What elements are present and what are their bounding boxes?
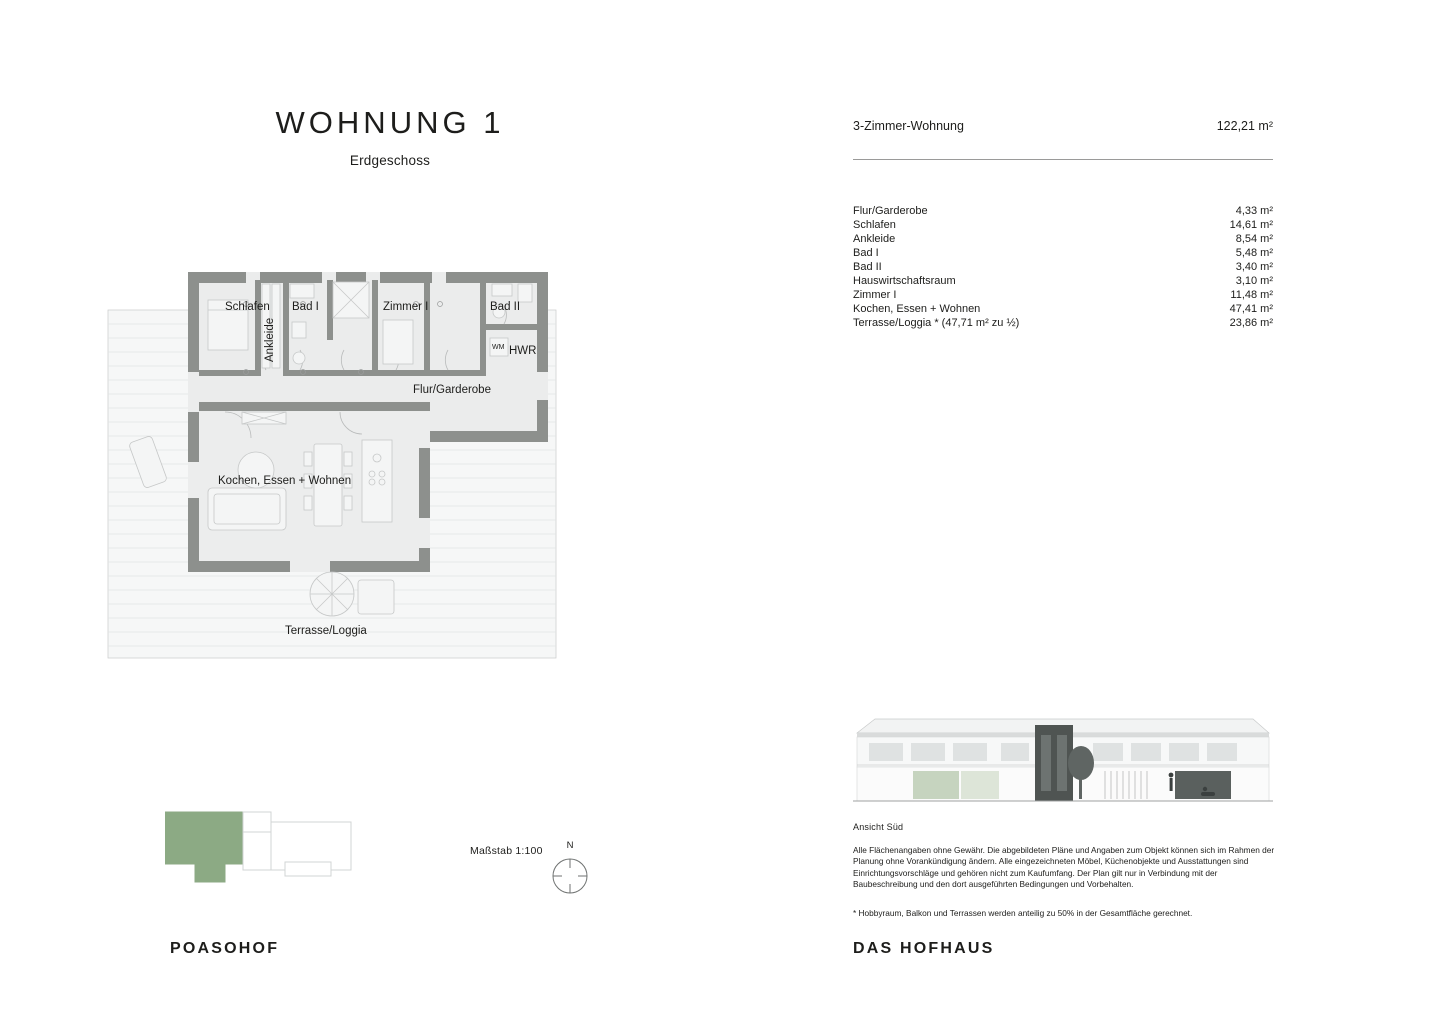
north-letter: N	[566, 840, 574, 851]
area-label: Bad II	[853, 261, 882, 273]
right-column	[853, 0, 1283, 1018]
table-row	[853, 302, 1273, 316]
elevation-caption: Ansicht Süd	[853, 822, 904, 832]
area-label: Zimmer I	[853, 289, 897, 301]
divider	[853, 159, 1273, 160]
total-area: 122,21 m²	[1216, 119, 1273, 133]
table-row	[853, 288, 1273, 302]
area-value: 47,41 m²	[1229, 303, 1273, 315]
elevation-image	[853, 705, 1273, 810]
area-label: Schlafen	[853, 219, 896, 231]
summary-row	[853, 119, 1273, 133]
project-name: POASOHOF	[170, 940, 280, 957]
area-label: Bad I	[853, 247, 879, 259]
area-label: Terrasse/Loggia * (47,71 m² zu ½)	[853, 317, 1020, 329]
table-row	[853, 316, 1273, 330]
room-label-flur: Flur/Garderobe	[413, 384, 491, 396]
table-row	[853, 260, 1273, 274]
scale-note: Maßstab 1:100	[470, 845, 543, 857]
room-label-ankleide: Ankleide	[264, 317, 276, 362]
title-block	[110, 105, 670, 168]
area-value: 11,48 m²	[1230, 289, 1273, 301]
building-name: DAS HOFHAUS	[853, 940, 995, 957]
area-value: 4,33 m²	[1235, 205, 1273, 217]
table-row	[853, 246, 1273, 260]
area-value: 5,48 m²	[1235, 247, 1273, 259]
table-row	[853, 232, 1273, 246]
area-label: Ankleide	[853, 233, 896, 245]
disclaimer-text: Alle Flächenangaben ohne Gewähr. Die abgebildeten Pläne und Angaben zum Objekt können sich im Rahmen der Planung ohne Vorankündigung ändern. Alle eingezeichneten Möbel, Küchenobjekte und Ausstattungen sind Einrichtungsvorschläge und gehören nicht zum Kaufumfang. Der Plan gilt nur in Verbindung mit der Baubeschreibung und den dort ausgeführten Bedingungen und Vorbehalten.	[853, 845, 1275, 890]
area-value: 23,86 m²	[1229, 317, 1273, 329]
room-label-schlafen: Schlafen	[225, 301, 270, 313]
room-label-bad1: Bad I	[292, 301, 319, 313]
apartment-type: 3-Zimmer-Wohnung	[853, 119, 964, 133]
room-label-zimmer1: Zimmer I	[383, 301, 429, 313]
table-row	[853, 218, 1273, 232]
page-title: WOHNUNG 1	[275, 105, 505, 140]
room-label-terrasse: Terrasse/Loggia	[285, 625, 367, 637]
room-label-wohnen: Kochen, Essen + Wohnen	[218, 475, 352, 487]
compass-icon	[550, 857, 590, 900]
north-indicator	[550, 840, 590, 900]
site-map	[165, 808, 360, 888]
area-value: 3,10 m²	[1235, 275, 1273, 287]
area-label: Hauswirtschaftsraum	[853, 275, 956, 287]
room-label-bad2: Bad II	[490, 301, 521, 313]
area-value: 3,40 m²	[1235, 261, 1273, 273]
area-label: Flur/Garderobe	[853, 205, 928, 217]
table-row	[853, 274, 1273, 288]
area-table	[853, 204, 1273, 330]
floorplan-drawing	[100, 262, 680, 672]
room-label-hwr: HWR	[509, 345, 537, 357]
area-label: Kochen, Essen + Wohnen	[853, 303, 981, 315]
area-value: 8,54 m²	[1235, 233, 1273, 245]
area-value: 14,61 m²	[1229, 219, 1273, 231]
floor-subtitle: Erdgeschoss	[349, 153, 431, 168]
footnote-text: * Hobbyraum, Balkon und Terrassen werden anteilig zu 50% in der Gesamtfläche gerechnet.	[853, 908, 1193, 918]
table-row	[853, 204, 1273, 218]
room-label-wm: WM	[492, 344, 505, 351]
